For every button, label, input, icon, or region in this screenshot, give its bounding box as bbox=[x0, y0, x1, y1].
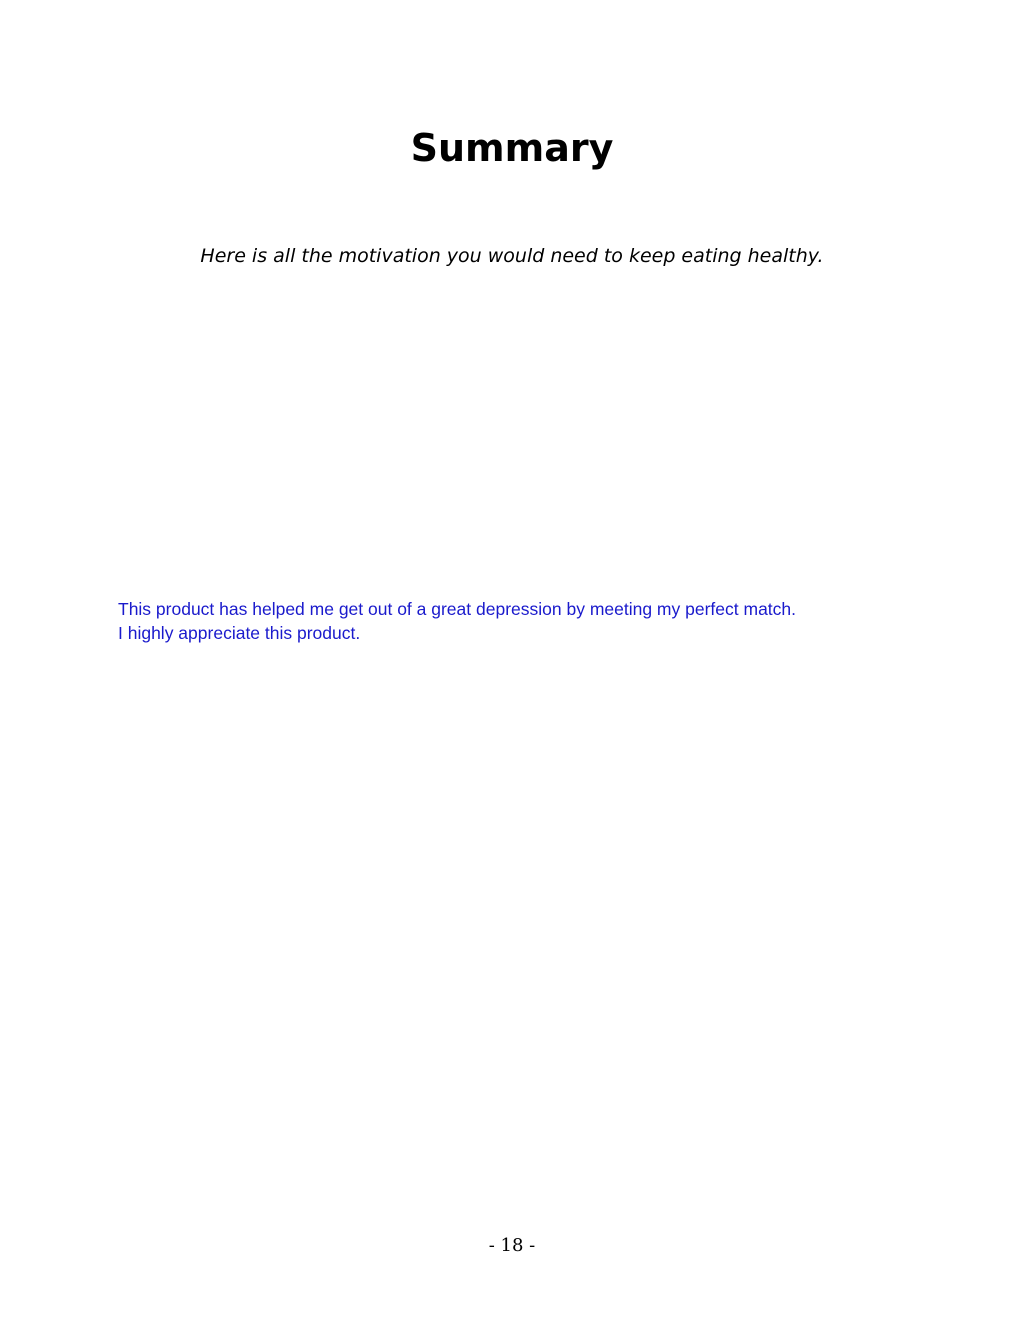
testimonial-line-2: I highly appreciate this product. bbox=[118, 623, 361, 643]
page-number: - 18 - bbox=[488, 1235, 536, 1256]
testimonial-line-1: This product has helped me get out of a great depression by meeting my perfect match. bbox=[118, 599, 797, 619]
page-title: Summary bbox=[410, 126, 614, 170]
page-subtitle: Here is all the motivation you would need to keep eating healthy. bbox=[200, 245, 824, 267]
testimonial-text bbox=[118, 597, 918, 645]
